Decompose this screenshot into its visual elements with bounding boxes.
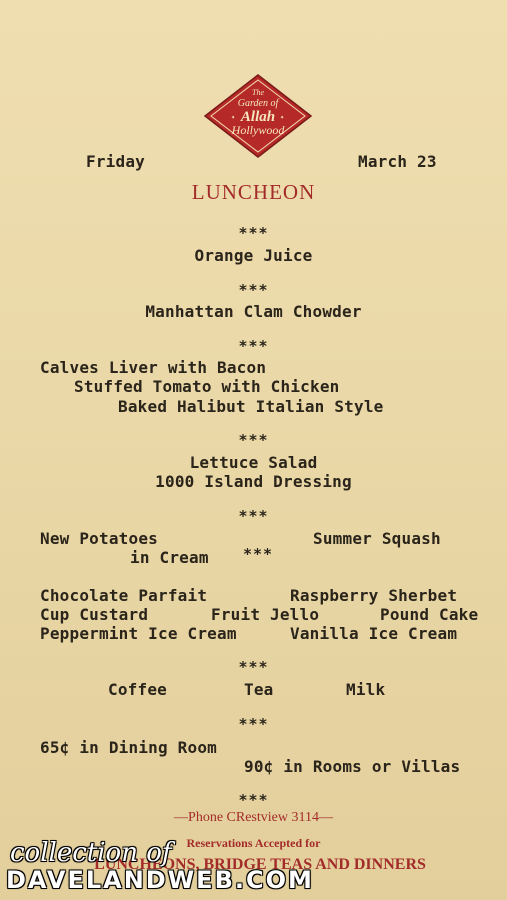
dessert-fruit-jello: Fruit Jello bbox=[211, 605, 320, 624]
dessert-vanilla-ice-cream: Vanilla Ice Cream bbox=[290, 624, 458, 643]
side-squash: Summer Squash bbox=[313, 529, 441, 548]
dessert-cup-custard: Cup Custard bbox=[40, 605, 149, 624]
menu-day: Friday bbox=[86, 152, 145, 171]
footer-reservations: Reservations Accepted for bbox=[186, 836, 321, 850]
drink-tea: Tea bbox=[244, 680, 274, 699]
course-juice: Orange Juice bbox=[194, 246, 313, 265]
dessert-raspberry-sherbet: Raspberry Sherbet bbox=[290, 586, 458, 605]
logo-star-left: ✦ bbox=[231, 113, 236, 121]
side-potatoes-cream: in Cream bbox=[130, 548, 209, 567]
garden-of-allah-logo bbox=[203, 73, 313, 158]
entree-1: Calves Liver with Bacon bbox=[40, 358, 267, 377]
drink-milk: Milk bbox=[346, 680, 386, 699]
salad-1: Lettuce Salad bbox=[189, 453, 318, 472]
logo-line4: Hollywood bbox=[231, 123, 285, 137]
separator: *** bbox=[238, 715, 269, 733]
separator: *** bbox=[238, 791, 269, 809]
side-potatoes: New Potatoes bbox=[40, 529, 158, 548]
dessert-peppermint-ice-cream: Peppermint Ice Cream bbox=[40, 624, 237, 643]
drink-coffee: Coffee bbox=[108, 680, 167, 699]
logo-line1: The bbox=[252, 88, 264, 97]
price-rooms-villas: 90¢ in Rooms or Villas bbox=[244, 757, 461, 776]
course-soup: Manhattan Clam Chowder bbox=[145, 302, 362, 321]
separator: *** bbox=[238, 281, 269, 299]
logo-line3: Allah bbox=[240, 109, 276, 125]
separator: *** bbox=[238, 224, 269, 242]
separator: *** bbox=[238, 431, 269, 449]
price-dining-room: 65¢ in Dining Room bbox=[40, 738, 217, 757]
dessert-chocolate-parfait: Chocolate Parfait bbox=[40, 586, 208, 605]
logo-line2: Garden of bbox=[237, 98, 279, 109]
logo-star-right: ✦ bbox=[280, 113, 285, 121]
separator: *** bbox=[238, 658, 269, 676]
separator: *** bbox=[238, 507, 269, 525]
separator: *** bbox=[238, 337, 269, 355]
dessert-pound-cake: Pound Cake bbox=[380, 605, 479, 624]
watermark-line2: DAVELANDWEB.COM bbox=[6, 866, 314, 894]
watermark-line1: collection of bbox=[10, 838, 172, 868]
entree-3: Baked Halibut Italian Style bbox=[118, 397, 384, 416]
menu-title: LUNCHEON bbox=[191, 180, 316, 204]
collection-watermark bbox=[4, 834, 364, 894]
footer-phone: —Phone CRestview 3114— bbox=[174, 810, 333, 825]
salad-2: 1000 Island Dressing bbox=[155, 472, 352, 491]
menu-date: March 23 bbox=[358, 152, 437, 171]
separator: *** bbox=[243, 545, 274, 563]
footer-events: LUNCHEONS, BRIDGE TEAS AND DINNERS bbox=[94, 856, 426, 873]
entree-2: Stuffed Tomato with Chicken bbox=[74, 377, 340, 396]
